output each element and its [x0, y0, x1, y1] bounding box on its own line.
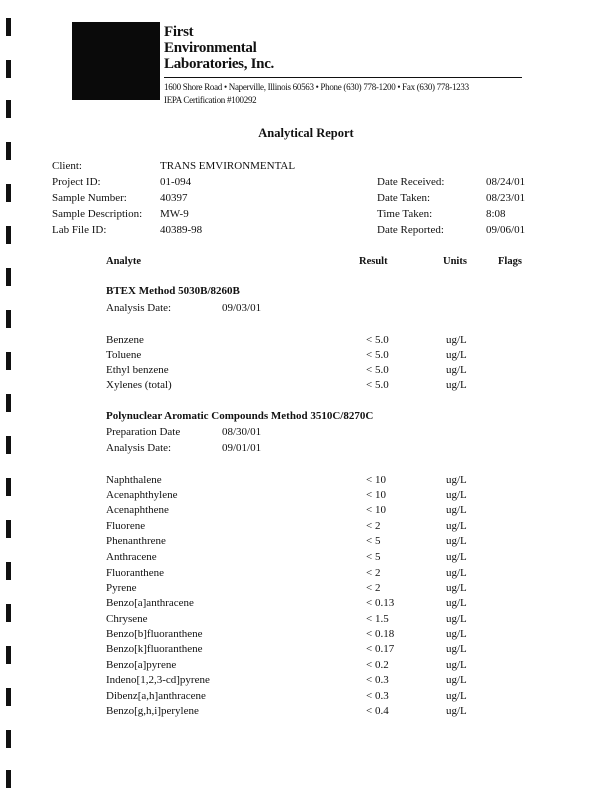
- section-title: Polynuclear Aromatic Compounds Method 3510C/8270C: [106, 410, 374, 422]
- column-header-flags: Flags: [498, 256, 522, 267]
- analyte-name: Ethyl benzene: [106, 364, 169, 376]
- analyte-units: ug/L: [446, 364, 467, 376]
- column-header-result: Result: [359, 256, 388, 267]
- analyte-units: ug/L: [446, 597, 467, 609]
- column-header-analyte: Analyte: [106, 256, 141, 267]
- analyte-name: Xylenes (total): [106, 379, 172, 391]
- analyte-result: < 0.18: [366, 628, 395, 640]
- date-received-label: Date Received:: [377, 176, 445, 188]
- analyte-result: < 2: [366, 582, 381, 594]
- analyte-result: < 0.3: [366, 674, 389, 686]
- analyte-name: Pyrene: [106, 582, 137, 594]
- analyte-name: Naphthalene: [106, 474, 162, 486]
- preparation-date-label: Preparation Date: [106, 426, 181, 438]
- analyte-units: ug/L: [446, 659, 467, 671]
- analyte-name: Chrysene: [106, 613, 148, 625]
- lab-address: 1600 Shore Road • Naperville, Illinois 60563 • Phone (630) 778-1200 • Fax (630) 778-1233: [164, 82, 469, 92]
- preparation-date-value: 08/30/01: [222, 426, 262, 438]
- analyte-result: < 5.0: [366, 364, 389, 376]
- date-reported-label: Date Reported:: [377, 224, 444, 236]
- lab-name-line-2: Environmental: [164, 40, 257, 56]
- time-taken-value: 8:08: [486, 208, 506, 220]
- sample-description-label: Sample Description:: [52, 208, 143, 220]
- date-taken-label: Date Taken:: [377, 192, 431, 204]
- analyte-units: ug/L: [446, 613, 467, 625]
- report-title: Analytical Report: [258, 126, 354, 140]
- analyte-result: < 2: [366, 567, 381, 579]
- analysis-date-value: 09/03/01: [222, 302, 262, 314]
- analyte-units: ug/L: [446, 643, 467, 655]
- letterhead-divider: [164, 77, 522, 78]
- lab-name-line-3: Laboratories, Inc.: [164, 56, 275, 72]
- analyte-result: < 5.0: [366, 349, 389, 361]
- lab-name-line-1: First: [164, 24, 194, 40]
- analyte-name: Benzo[a]pyrene: [106, 659, 177, 671]
- analyte-name: Benzo[a]anthracene: [106, 597, 194, 609]
- analyte-units: ug/L: [446, 674, 467, 686]
- analyte-units: ug/L: [446, 690, 467, 702]
- analyte-units: ug/L: [446, 705, 467, 717]
- sample-number-value: 40397: [160, 192, 188, 204]
- analyte-result: < 1.5: [366, 613, 389, 625]
- analyte-units: ug/L: [446, 489, 467, 501]
- analyte-result: < 0.13: [366, 597, 395, 609]
- project-id-value: 01-094: [160, 176, 192, 188]
- sample-description-value: MW-9: [160, 208, 189, 220]
- section-title: BTEX Method 5030B/8260B: [106, 285, 240, 297]
- analysis-date-label: Analysis Date:: [106, 302, 172, 314]
- client-value: TRANS EMVIRONMENTAL: [160, 160, 296, 172]
- lab-file-id-value: 40389-98: [160, 224, 203, 236]
- analyte-units: ug/L: [446, 628, 467, 640]
- analyte-name: Toluene: [106, 349, 142, 361]
- date-taken-value: 08/23/01: [486, 192, 526, 204]
- analyte-result: < 0.2: [366, 659, 389, 671]
- analyte-result: < 0.3: [366, 690, 389, 702]
- time-taken-label: Time Taken:: [377, 208, 433, 220]
- analyte-units: ug/L: [446, 535, 467, 547]
- analyte-units: ug/L: [446, 582, 467, 594]
- analysis-date-label: Analysis Date:: [106, 442, 172, 454]
- analyte-name: Acenaphthylene: [106, 489, 178, 501]
- analyte-units: ug/L: [446, 551, 467, 563]
- analyte-units: ug/L: [446, 504, 467, 516]
- analyte-name: Benzene: [106, 334, 144, 346]
- analyte-result: < 5: [366, 535, 381, 547]
- analyte-result: < 5.0: [366, 334, 389, 346]
- date-reported-value: 09/06/01: [486, 224, 526, 236]
- analyte-name: Fluorene: [106, 520, 146, 532]
- date-received-value: 08/24/01: [486, 176, 526, 188]
- analyte-result: < 2: [366, 520, 381, 532]
- analyte-result: < 0.17: [366, 643, 395, 655]
- analyte-name: Phenanthrene: [106, 535, 166, 547]
- column-header-units: Units: [443, 256, 467, 267]
- client-label: Client:: [52, 160, 82, 172]
- analysis-date-value: 09/01/01: [222, 442, 262, 454]
- analyte-name: Benzo[g,h,i]perylene: [106, 705, 199, 717]
- analyte-result: < 5.0: [366, 379, 389, 391]
- analyte-units: ug/L: [446, 379, 467, 391]
- analyte-name: Anthracene: [106, 551, 157, 563]
- analyte-units: ug/L: [446, 349, 467, 361]
- analyte-result: < 5: [366, 551, 381, 563]
- lab-logo: [72, 22, 160, 100]
- project-id-label: Project ID:: [52, 176, 101, 188]
- lab-certification: IEPA Certification #100292: [164, 95, 257, 105]
- sample-number-label: Sample Number:: [52, 192, 127, 204]
- lab-name: [164, 24, 274, 72]
- analyte-result: < 0.4: [366, 705, 389, 717]
- analyte-result: < 10: [366, 474, 386, 486]
- analyte-name: Fluoranthene: [106, 567, 165, 579]
- analyte-units: ug/L: [446, 474, 467, 486]
- analyte-units: ug/L: [446, 334, 467, 346]
- analyte-name: Indeno[1,2,3-cd]pyrene: [106, 674, 210, 686]
- analyte-name: Benzo[k]fluoranthene: [106, 643, 203, 655]
- analyte-result: < 10: [366, 489, 386, 501]
- analyte-units: ug/L: [446, 520, 467, 532]
- lab-file-id-label: Lab File ID:: [52, 224, 107, 236]
- analyte-result: < 10: [366, 504, 386, 516]
- analyte-units: ug/L: [446, 567, 467, 579]
- analyte-name: Benzo[b]fluoranthene: [106, 628, 203, 640]
- analyte-name: Dibenz[a,h]anthracene: [106, 690, 206, 702]
- analyte-name: Acenaphthene: [106, 504, 169, 516]
